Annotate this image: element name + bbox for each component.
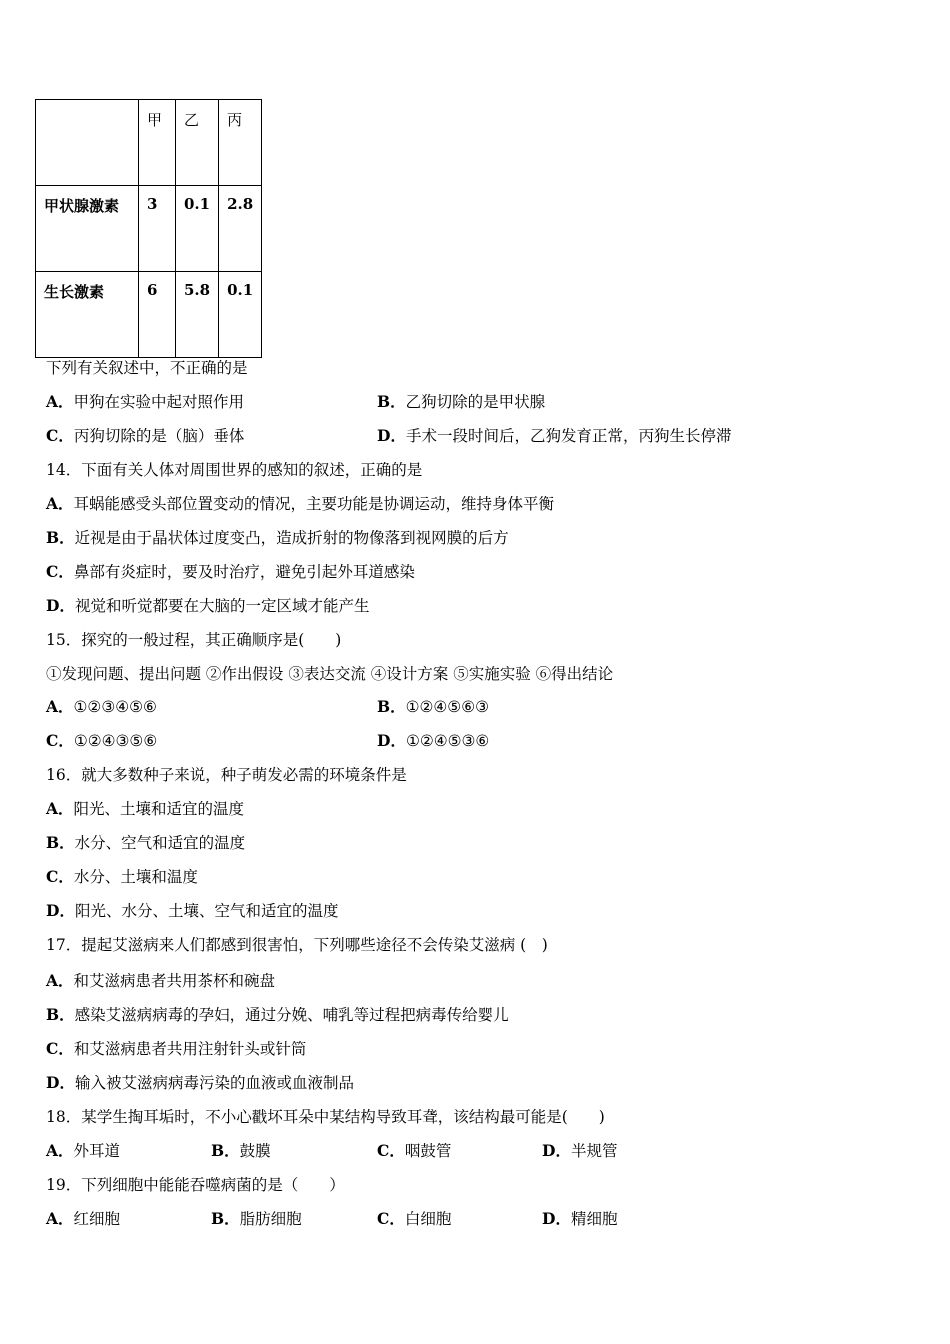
option [377,1141,451,1161]
option [46,901,338,921]
table-cell: 生长激素 [36,272,139,358]
option [377,426,731,446]
table-cell: 3 [139,186,176,272]
option-letter: A． [46,1209,74,1228]
hormone-table [35,99,262,358]
table-header-jia: 甲 [139,100,176,186]
option-text: 耳蜗能感受头部位置变动的情况，主要功能是协调运动，维持身体平衡 [73,495,555,513]
option [377,731,489,751]
option-letter: C． [46,867,74,886]
option [46,494,554,514]
option-letter: C． [46,1039,74,1058]
option-letter: A． [46,494,74,513]
option-letter: D． [542,1141,571,1160]
question-steps: ①发现问题、提出问题 ②作出假设 ③表达交流 ④设计方案 ⑤实施实验 ⑥得出结论 [46,665,614,683]
option [46,1073,354,1093]
option-text: 咽鼓管 [404,1142,452,1160]
option-text: 阳光、土壤和适宜的温度 [73,800,245,818]
option-letter: B． [46,1005,75,1024]
option-text: 视觉和听觉都要在大脑的一定区域才能产生 [74,597,370,615]
option [46,799,244,819]
option [46,731,157,751]
option [46,697,157,717]
option [377,392,545,412]
option-text: 近视是由于晶状体过度变凸，造成折射的物像落到视网膜的后方 [74,529,509,547]
option [46,562,415,582]
option-letter: D． [46,901,75,920]
option-letter: A． [46,971,74,990]
option [211,1141,271,1161]
option-text: 水分、空气和适宜的温度 [74,834,246,852]
table-cell: 5.8 [176,272,219,358]
option-text: ①②④⑤③⑥ [405,732,490,750]
table-header-bing: 丙 [219,100,262,186]
option-text: 丙狗切除的是（脑）垂体 [73,427,245,445]
option-letter: B． [46,833,75,852]
question-stem: 16．就大多数种子来说，种子萌发必需的环境条件是 [46,766,407,784]
option [377,1209,451,1229]
option-text: ①②④⑤⑥③ [405,698,489,716]
option-text: 阳光、水分、土壤、空气和适宜的温度 [74,902,339,920]
table-cell: 甲状腺激素 [36,186,139,272]
option-text: 感染艾滋病病毒的孕妇，通过分娩、哺乳等过程把病毒传给婴儿 [74,1006,509,1024]
option-letter: A． [46,697,74,716]
option [542,1141,617,1161]
option-text: ①②④③⑤⑥ [73,732,158,750]
option [46,596,369,616]
option [46,1141,120,1161]
option-text: 红细胞 [73,1210,121,1228]
option-letter: D． [46,1073,75,1092]
option [46,833,245,853]
option-text: 精细胞 [570,1210,618,1228]
option-letter: C． [377,1209,405,1228]
option [46,1005,509,1025]
option-letter: D． [542,1209,571,1228]
option-text: 外耳道 [73,1142,121,1160]
table-row [36,272,262,358]
question-stem: 下列有关叙述中，不正确的是 [46,359,248,377]
question-stem: 19．下列细胞中能能吞噬病菌的是（ ） [46,1176,345,1194]
question-stem: 18．某学生掏耳垢时，不小心戳坏耳朵中某结构导致耳聋，该结构最可能是( ) [46,1108,605,1126]
option-letter: B． [377,697,406,716]
option-letter: C． [46,562,74,581]
table-row [36,186,262,272]
option-text: 脂肪细胞 [239,1210,302,1228]
option-letter: B． [377,392,406,411]
question-stem: 17．提起艾滋病来人们都感到很害怕，下列哪些途径不会传染艾滋病 ( ) [46,936,548,954]
option-letter: B． [211,1141,240,1160]
option-text: 鼻部有炎症时，要及时治疗，避免引起外耳道感染 [73,563,415,581]
table-header-yi: 乙 [176,100,219,186]
option [46,392,244,412]
option-text: 甲狗在实验中起对照作用 [73,393,245,411]
option-text: 手术一段时间后，乙狗发育正常，丙狗生长停滞 [405,427,732,445]
option [211,1209,302,1229]
option-text: 和艾滋病患者共用注射针头或针筒 [73,1040,307,1058]
option-letter: C． [46,731,74,750]
option-text: 半规管 [570,1142,618,1160]
table-cell: 0.1 [219,272,262,358]
question-stem: 14．下面有关人体对周围世界的感知的叙述，正确的是 [46,461,423,479]
option-text: ①②③④⑤⑥ [73,698,157,716]
option-letter: D． [377,731,406,750]
option [46,1039,306,1059]
option-letter: A． [46,392,74,411]
table-header-row [36,100,262,186]
table-cell: 2.8 [219,186,262,272]
option [46,1209,120,1229]
option-text: 鼓膜 [239,1142,271,1160]
question-stem: 15．探究的一般过程，其正确顺序是( ) [46,631,342,649]
option-text: 水分、土壤和温度 [73,868,198,886]
option-text: 乙狗切除的是甲状腺 [405,393,546,411]
table-cell: 0.1 [176,186,219,272]
option [377,697,489,717]
option-letter: D． [377,426,406,445]
option-letter: B． [211,1209,240,1228]
option [542,1209,617,1229]
option-letter: D． [46,596,75,615]
option-letter: C． [377,1141,405,1160]
option [46,867,198,887]
option-text: 和艾滋病患者共用茶杯和碗盘 [73,972,276,990]
table-cell [36,100,139,186]
option [46,971,275,991]
option-text: 输入被艾滋病病毒污染的血液或血液制品 [74,1074,354,1092]
option-letter: A． [46,799,74,818]
option-text: 白细胞 [404,1210,452,1228]
option [46,426,244,446]
table-cell: 6 [139,272,176,358]
option-letter: C． [46,426,74,445]
option-letter: A． [46,1141,74,1160]
option [46,528,509,548]
option-letter: B． [46,528,75,547]
